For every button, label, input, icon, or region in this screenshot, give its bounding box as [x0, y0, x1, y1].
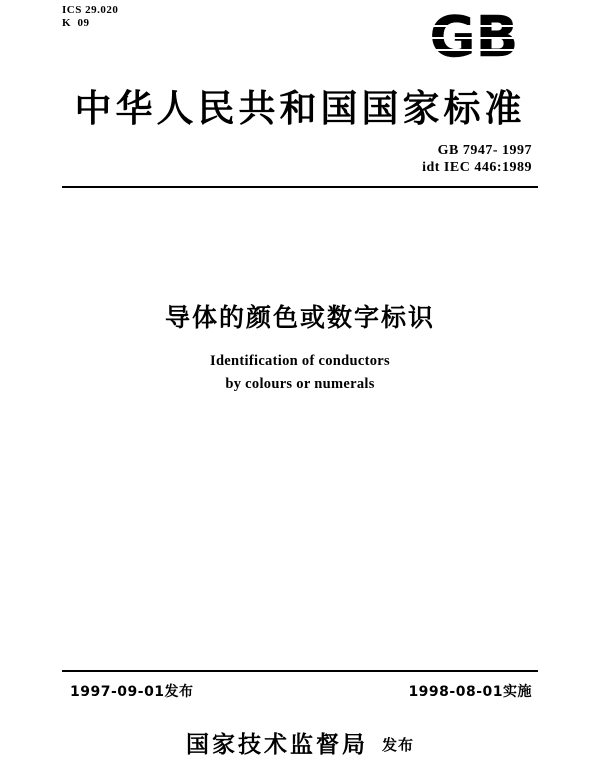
publisher-organization: 国家技术监督局 — [185, 732, 368, 758]
standard-number-block — [422, 142, 532, 176]
gb-national-standard-emblem-icon — [426, 8, 522, 66]
document-title-english — [0, 350, 600, 396]
ics-classification-block — [62, 4, 118, 30]
issue-date: 1997-09-01发布 — [70, 684, 194, 700]
svg-text:GB: GB — [429, 8, 519, 66]
standard-equivalent: idt IEC 446:1989 — [422, 160, 532, 175]
ccs-number: K 09 — [62, 17, 90, 29]
implementation-date: 1998-08-01实施 — [408, 684, 532, 700]
document-title-english-line1: Identification of conductors — [210, 353, 390, 369]
publisher-line — [0, 726, 600, 759]
divider-bottom — [62, 670, 538, 672]
standard-code: GB 7947- 1997 — [437, 143, 532, 158]
document-title-english-line2: by colours or numerals — [225, 376, 375, 392]
ics-number: ICS 29.020 — [62, 4, 119, 16]
divider-top — [62, 186, 538, 188]
page-title: 中华人民共和国国家标准 — [74, 87, 526, 130]
publisher-verb: 发布 — [381, 736, 414, 754]
document-title-chinese: 导体的颜色或数字标识 — [164, 303, 435, 332]
